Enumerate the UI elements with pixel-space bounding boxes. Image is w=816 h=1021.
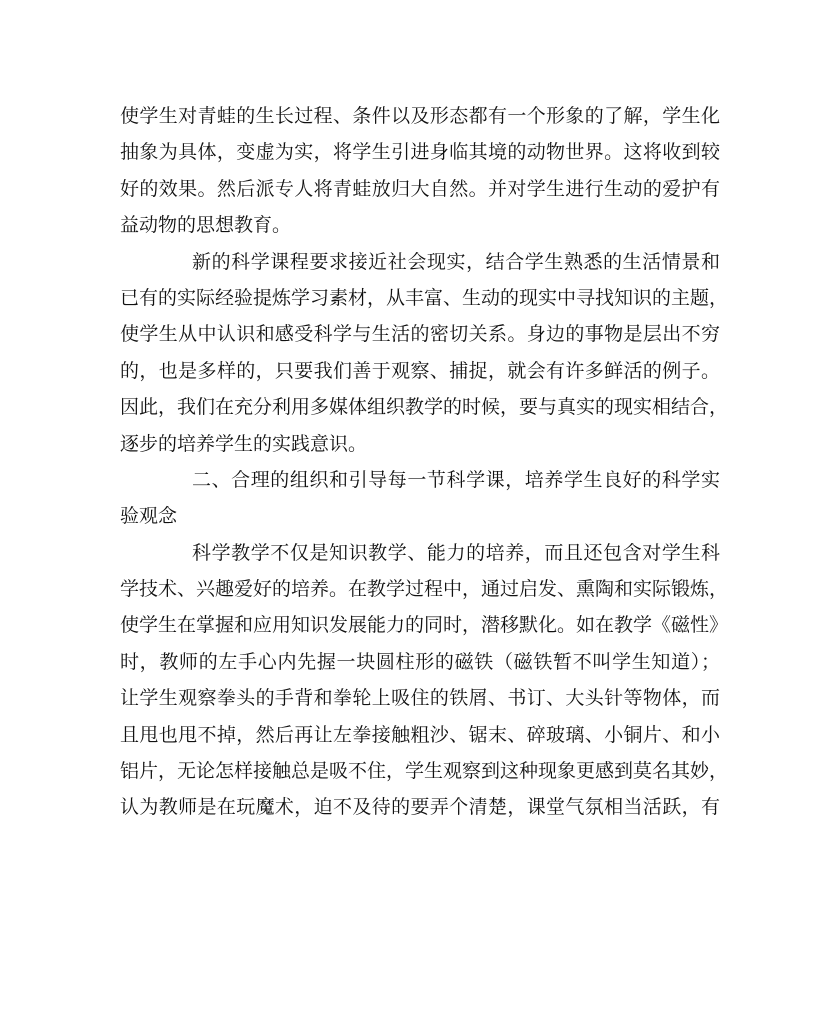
text-line: 已有的实际经验提炼学习素材，从丰富、生动的现实中寻找知识的主题， [120,286,729,309]
text-line: 认为教师是在玩魔术，迫不及待的要弄个清楚，课堂气氛相当活跃，有 [120,796,720,819]
paragraph-start-line: 新的科学课程要求接近社会现实，结合学生熟悉的生活情景和 [192,250,720,273]
text-line: 抽象为具体，变虚为实，将学生引进身临其境的动物世界。这将收到较 [120,141,720,164]
text-line: 使学生从中认识和感受科学与生活的密切关系。身边的事物是层出不穷 [120,323,720,346]
section-heading-line: 二、合理的组织和引导每一节科学课，培养学生良好的科学实 [192,468,720,491]
text-line: 时，教师的左手心内先握一块圆柱形的磁铁（磁铁暂不叫学生知道）； [120,650,720,673]
text-line: 使学生对青蛙的生长过程、条件以及形态都有一个形象的了解，学生化 [120,105,720,127]
text-line: 因此，我们在充分利用多媒体组织教学的时候，要与真实的现实相结合， [120,396,729,419]
body-text [120,98,729,826]
text-line: 铝片，无论怎样接触总是吸不住，学生观察到这种现象更感到莫名其妙， [120,760,729,783]
text-line: 且甩也甩不掉，然后再让左拳接触粗沙、锯末、碎玻璃、小铜片、和小 [120,723,720,746]
text-line: 让学生观察拳头的手背和拳轮上吸住的铁屑、书订、大头针等物体，而 [120,687,720,710]
text-line: 使学生在掌握和应用知识发展能力的同时，潜移默化。如在教学《磁性》 [120,614,729,637]
paragraph-start-line: 科学教学不仅是知识教学、能力的培养，而且还包含对学生科 [192,541,720,564]
text-line: 学技术、兴趣爱好的培养。在教学过程中，通过启发、熏陶和实际锻炼， [120,578,729,601]
text-line: 的，也是多样的，只要我们善于观察、捕捉，就会有许多鲜活的例子。 [120,359,720,382]
text-line: 逐步的培养学生的实践意识。 [120,432,368,455]
section-heading-line: 验观念 [120,505,178,528]
text-line: 益动物的思想教育。 [120,214,292,237]
text-line: 好的效果。然后派专人将青蛙放归大自然。并对学生进行生动的爱护有 [120,177,720,200]
